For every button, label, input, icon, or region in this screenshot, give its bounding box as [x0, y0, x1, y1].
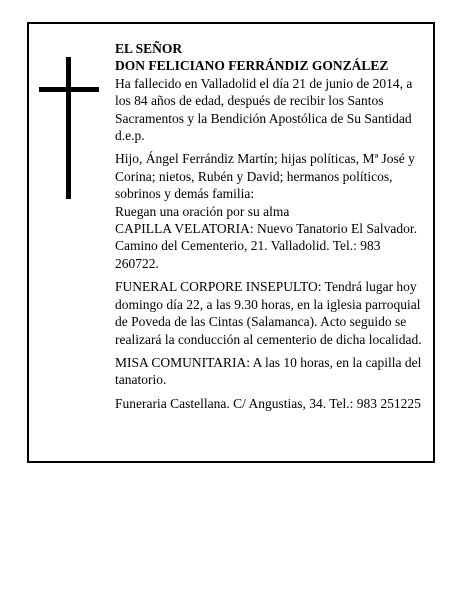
notice-title-line1: EL SEÑOR — [115, 41, 183, 56]
notice-text — [115, 40, 423, 412]
prayer-request: Ruegan una oración por su alma — [115, 203, 290, 219]
notice-title-line2: DON FELICIANO FERRÁNDIZ GONZÁLEZ — [115, 58, 389, 74]
cross-icon — [39, 57, 99, 199]
funeral-home: Funeraria Castellana. C/ Angustias, 34. Tel.: 983 251225 — [115, 395, 421, 411]
obituary-notice — [27, 22, 435, 463]
funeral-details: FUNERAL CORPORE INSEPULTO: Tendrá lugar hoy domingo día 22, a las 9.30 horas, en la iglesia parroquial de Poveda de las Cintas (Salamanca). Acto seguido se realizará la conducción al cementerio de dicha localidad. — [115, 279, 422, 347]
wake-location: CAPILLA VELATORIA: Nuevo Tanatorio El Salvador. Camino del Cementerio, 21. Valladolid. Tel.: 983 260722. — [115, 221, 418, 271]
death-announcement: Ha fallecido en Valladolid el día 21 de junio de 2014, a los 84 años de edad, después de recibir los Santos Sacramentos y la Bendición Apostólica de Su Santidad d.e.p. — [115, 75, 413, 144]
cross-horizontal-bar — [39, 87, 99, 92]
family-list: Hijo, Ángel Ferrándiz Martín; hijas políticas, Mª José y Corina; nietos, Rubén y David; hermanos políticos, sobrinos y demás familia: — [115, 151, 415, 202]
cross-vertical-bar — [66, 57, 71, 199]
community-mass: MISA COMUNITARIA: A las 10 horas, en la capilla del tanatorio. — [115, 354, 422, 388]
